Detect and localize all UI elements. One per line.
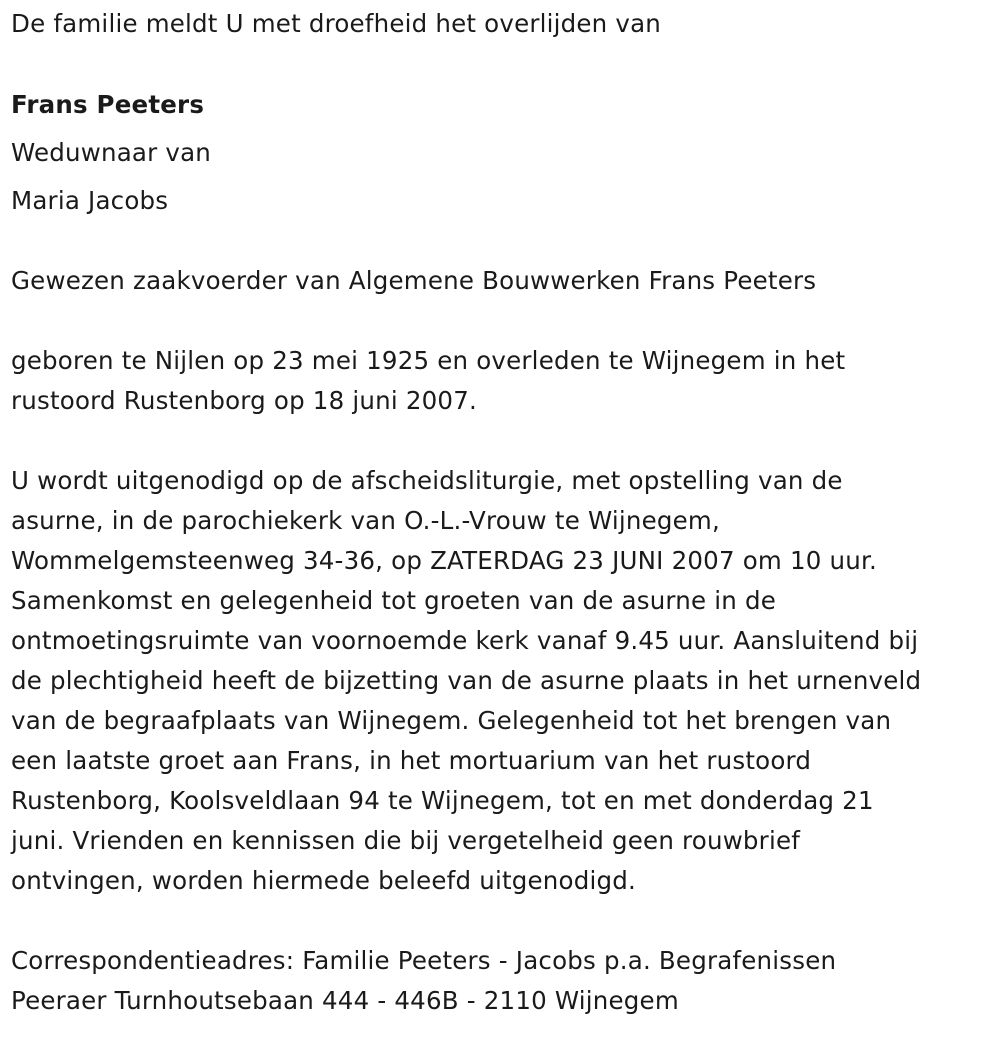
intro-text [11, 4, 661, 44]
paragraph-line: de plechtigheid heeft de bijzetting van de asurne plaats in het urnenveld [11, 666, 922, 695]
paragraph-line: ontvingen, worden hiermede beleefd uitgenodigd. [11, 866, 636, 895]
paragraph-line: Peeraer Turnhoutsebaan 444 - 446B - 2110 Wijnegem [11, 986, 679, 1015]
name-block [11, 81, 211, 225]
relation-label: Weduwnaar van [11, 138, 212, 167]
paragraph-line: Correspondentieadres: Familie Peeters - Jacobs p.a. Begrafenissen [11, 946, 837, 975]
paragraph-line: Samenkomst en gelegenheid tot groeten van de asurne in de [11, 586, 777, 615]
paragraph-line: geboren te Nijlen op 23 mei 1925 en overleden te Wijnegem in het [11, 346, 846, 375]
paragraph-line: juni. Vrienden en kennissen die bij vergetelheid geen rouwbrief [11, 826, 801, 855]
paragraph-line: ontmoetingsruimte van voornoemde kerk vanaf 9.45 uur. Aansluitend bij [11, 626, 919, 655]
paragraph-line: een laatste groet aan Frans, in het mortuarium van het rustoord [11, 746, 812, 775]
occupation-line: Gewezen zaakvoerder van Algemene Bouwwerken Frans Peeters [11, 266, 817, 295]
deceased-name: Frans Peeters [11, 90, 205, 119]
occupation-paragraph [11, 261, 816, 301]
intro-line: De familie meldt U met droefheid het overlijden van [11, 9, 662, 38]
paragraph-line: rustoord Rustenborg op 18 juni 2007. [11, 386, 477, 415]
correspondence-paragraph [11, 941, 836, 1021]
paragraph-line: U wordt uitgenodigd op de afscheidsliturgie, met opstelling van de [11, 466, 843, 495]
paragraph-line: van de begraafplaats van Wijnegem. Gelegenheid tot het brengen van [11, 706, 892, 735]
paragraph-line: Wommelgemsteenweg 34-36, op ZATERDAG 23 JUNI 2007 om 10 uur. [11, 546, 877, 575]
paragraph-line: asurne, in de parochiekerk van O.-L.-Vrouw te Wijnegem, [11, 506, 720, 535]
spouse-name: Maria Jacobs [11, 186, 169, 215]
ceremony-paragraph [11, 461, 921, 901]
birth-death-paragraph [11, 341, 845, 421]
paragraph-line: Rustenborg, Koolsveldlaan 94 te Wijnegem, tot en met donderdag 21 [11, 786, 874, 815]
